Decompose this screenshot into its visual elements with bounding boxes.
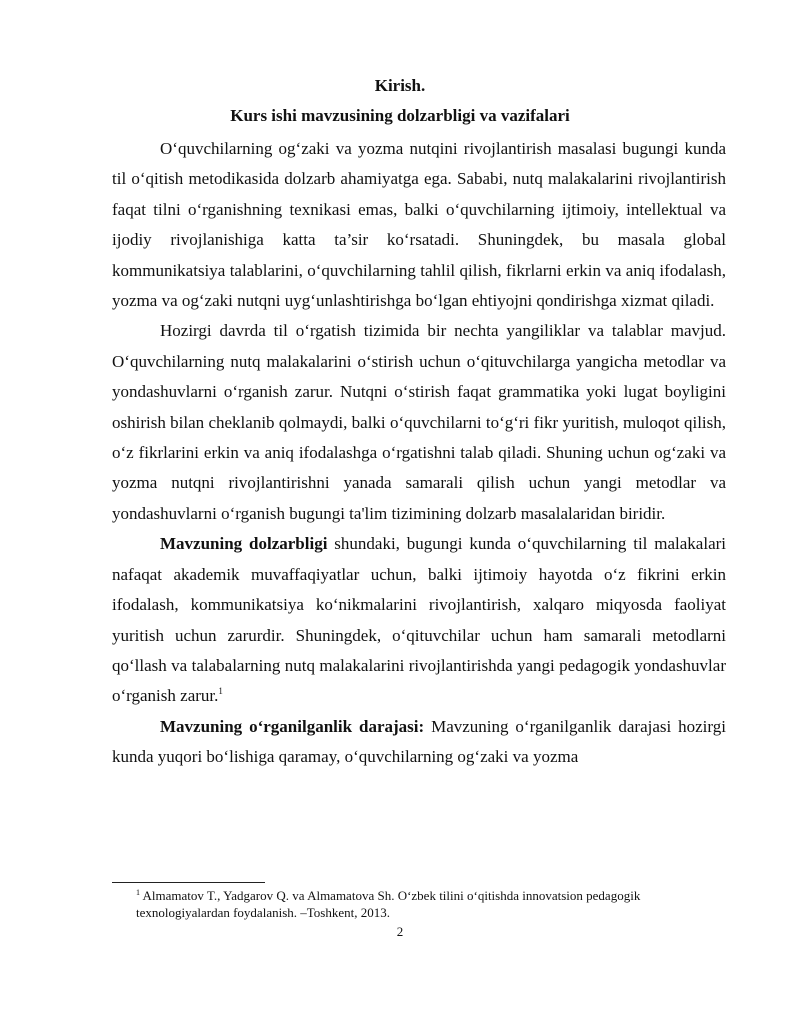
footnote-separator	[112, 882, 265, 883]
paragraph-4	[112, 712, 726, 773]
footnote-number: 1	[136, 888, 140, 897]
paragraph-1: O‘quvchilarning og‘zaki va yozma nutqini rivojlantirish masalasi bugungi kunda til o‘qitish metodikasida dolzarb ahamiyatga ega. Sababi, nutq malakalarini rivojlantirish faqat tilni o‘rganishning texnikasi emas, balki o‘quvchilarning ijtimoiy, intellektual va ijodiy rivojlanishiga katta ta’sir ko‘rsatadi. Shuningdek, bu masala global kommunikatsiya talablarini, o‘quvchilarning tahlil qilish, fikrlarni erkin va aniq ifodalash, yozma va og‘zaki nutqni uyg‘unlashtirishga bo‘lgan ehtiyojni qondirishga xizmat qiladi.	[112, 139, 726, 311]
paragraph-3	[112, 529, 726, 711]
paragraph-3-lead: Mavzuning dolzarbligi	[160, 534, 328, 554]
footnote-reference[interactable]: 1	[218, 686, 223, 697]
document-title: Kirish.	[374, 76, 426, 95]
body-text	[112, 134, 726, 773]
paragraph-3-text: shundaki, bugungi kunda o‘quvchilarning til malakalari nafaqat akademik muvaffaqiyatlar uchun, balki ijtimoiy hayotda o‘z fikrini erkin ifodalash, kommunikatsiya ko‘nikmalarini rivojlantirish, xalqaro miqyosda faoliyat yuritish uchun zarurdir. Shuningdek, o‘qituvchilar uchun ham samarali metodlarni qo‘llash va talabalarning nutq malakalarini rivojlantirishda yangi pedagogik yondashuvlar o‘rganish zarur.	[112, 534, 726, 706]
paragraph-4-lead: Mavzuning o‘rganilganlik darajasi:	[160, 716, 425, 736]
footnote-text: Almamatov T., Yadgarov Q. va Almamatova Sh. O‘zbek tilini o‘qitishda innovatsion pedagogik texnologiyalardan foydalanish. –Toshkent, 2013.	[136, 888, 641, 920]
paragraph-2: Hozirgi davrda til o‘rgatish tizimida bir nechta yangiliklar va talablar mavjud. O‘quvchilarning nutq malakalarini o‘stirish uchun o‘qituvchilarga yangicha metodlar va yondashuvlarni o‘rganish zarur. Nutqni o‘stirish faqat grammatika yoki lugat boyligini oshirish bilan cheklanib qolmaydi, balki o‘quvchilarni to‘g‘ri fikr yuritish, muloqot qilish, o‘z fikrlarini erkin va aniq ifodalashga o‘rgatishni talab qiladi. Shuning uchun og‘zaki va yozma nutqni rivojlantirishni yanada samarali qilish uchun yangi metodlar va yondashuvlarni o‘rganish bugungi ta'lim tizimining dolzarb masalalaridan biridir.	[112, 321, 726, 523]
document-subtitle: Kurs ishi mavzusining dolzarbligi va vazifalari	[230, 106, 570, 125]
paragraph-4-text: Mavzuning o‘rganilganlik darajasi hozirgi kunda yuqori bo‘lishiga qaramay, o‘quvchilarning og‘zaki va yozma	[112, 716, 726, 767]
page-number: 2	[396, 924, 404, 939]
footnote	[136, 887, 716, 921]
